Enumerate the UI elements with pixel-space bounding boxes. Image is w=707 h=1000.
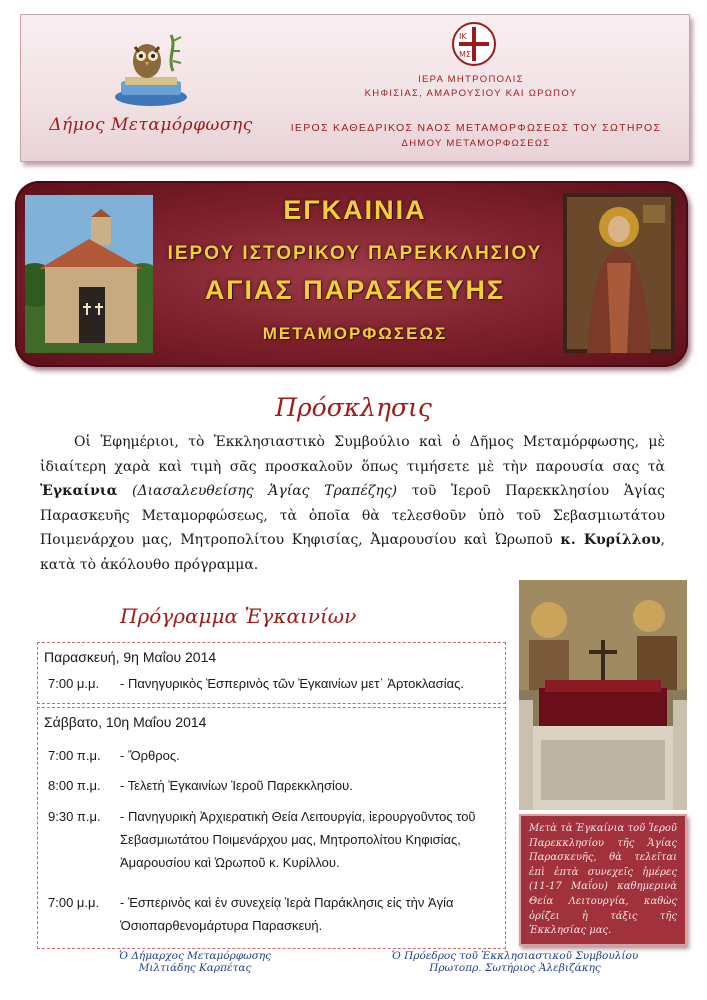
council-signature bbox=[365, 950, 665, 974]
cathedral-line-1: ΙΕΡΟΣ ΚΑΘΕΔΡΙΚΟΣ ΝΑΟΣ ΜΕΤΑΜΟΡΦΩΣΕΩΣ ΤΟΥ ΣΩΤΗΡΟΣ bbox=[290, 122, 662, 134]
cathedral-line-2: ΔΗΜΟΥ ΜΕΤΑΜΟΡΦΩΣΕΩΣ bbox=[401, 138, 551, 149]
schedule-row: 9:30 π.μ. - Πανηγυρικὴ Ἀρχιερατικὴ Θεία Λειτουργία, ἱερουργοῦντος τοῦ Σεβασμιωτάτου Ποιμενάρχου μας, Μητροπολίτου Κηφισίας, Ἀμαρουσίου καὶ Ὠρωποῦ κ. Κυρίλλου. bbox=[48, 809, 476, 870]
owl-logo-icon bbox=[107, 27, 195, 111]
day-1-date: Παρασκευή, 9η Μαΐου 2014 bbox=[44, 649, 217, 665]
banner-line-4: ΜΕΤΑΜΟΡΦΩΣΕΩΣ bbox=[262, 324, 448, 343]
schedule-row: 7:00 μ.μ. - Πανηγυρικὸς Ἑσπερινὸς τῶν Ἐγκαινίων μετ᾽ Ἀρτοκλασίας. bbox=[48, 676, 464, 691]
emblem-letters-top: ΙΚ bbox=[459, 32, 467, 41]
emblem-letters-bottom: ΜΣ bbox=[459, 50, 471, 59]
mayor-name: Μιλτιάδης Καρπέτας bbox=[138, 962, 252, 974]
program-day-1 bbox=[37, 642, 506, 704]
council-name: Πρωτοπρ. Σωτήριος Ἀλεβιζάκης bbox=[429, 962, 601, 974]
cross-emblem-icon bbox=[451, 21, 497, 67]
title-banner bbox=[15, 181, 688, 367]
council-title: Ὁ Πρόεδρος τοῦ Ἐκκλησιαστικοῦ Συμβουλίου bbox=[391, 950, 639, 962]
day-2-date: Σάββατο, 10η Μαΐου 2014 bbox=[44, 714, 207, 730]
banner-line-3: ΑΓΙΑΣ ΠΑΡΑΣΚΕΥΗΣ bbox=[204, 275, 506, 305]
schedule-row: 7:00 π.μ. - Ὄρθρος. bbox=[48, 748, 180, 763]
program-day-2 bbox=[37, 707, 506, 949]
saint-icon-image bbox=[563, 193, 675, 353]
schedule-row: 8:00 π.μ. - Τελετὴ Ἐγκαινίων Ἱεροῦ Παρεκκλησίου. bbox=[48, 778, 353, 793]
invitation-text: Οἱ Ἐφημέριοι, τὸ Ἐκκλησιαστικὸ Συμβούλιο καὶ ὁ Δῆμος Μεταμόρφωσης, μὲ ἰδιαίτερη χαρὰ καὶ τιμὴ σᾶς προσκαλοῦν ὅπως τιμήσετε μὲ τὴν παρουσία σας τὰ Ἐγκαίνια (Διασαλευθείσης Ἁγίας Τραπέζης) τοῦ Ἱεροῦ Παρεκκλησίου Ἁγίας Παρασκευῆς Μεταμορφώσεως, τὰ ὁποῖα θὰ τελεσθοῦν ὑπὸ τοῦ Σεβασμιωτάτου Ποιμενάρχου μας, Μητροπολίτου Κηφισίας, Ἀμαρουσίου καὶ Ὠρωποῦ κ. Κυρίλλου, κατὰ τὸ ἀκόλουθο πρόγραμμα. bbox=[40, 434, 666, 573]
schedule-row: 7:00 μ.μ. - Ἑσπερινὸς καὶ ἐν συνεχείᾳ Ἱερὰ Παράκλησις εἰς τὴν Ἁγία Ὁσιοπαρθενομάρτυρα Παρασκευή. bbox=[48, 895, 454, 933]
municipality-name: Δήμος Μεταμόρφωσης bbox=[49, 115, 253, 135]
banner-line-1: ΕΓΚΑΙΝΙΑ bbox=[283, 195, 427, 225]
chapel-photo-image bbox=[25, 195, 153, 353]
metropolis-line-2: ΚΗΦΙΣΙΑΣ, ΑΜΑΡΟΥΣΙΟΥ ΚΑΙ ΩΡΩΠΟΥ bbox=[364, 88, 578, 99]
invitation-title: Πρόσκλησις bbox=[275, 393, 432, 422]
note-text: Μετὰ τὰ Ἐγκαίνια τοῦ Ἱεροῦ Παρεκκλησίου τῆς Ἁγίας Παρασκευῆς, θὰ τελεῖται ἐπὶ ἑπτὰ συνεχεῖς ἡμέρες (11-17 Μαΐου) καθημερινὰ Θεία Λειτουργία, καθὼς ὁρίζει ἡ τάξις τῆς Ἐκκλησίας μας. bbox=[529, 823, 677, 937]
note-box bbox=[519, 814, 687, 946]
mayor-title: Ὁ Δήμαρχος Μεταμόρφωσης bbox=[118, 950, 272, 962]
metropolis-line-1: ΙΕΡΑ ΜΗΤΡΟΠΟΛΙΣ bbox=[418, 74, 524, 85]
altar-photo-image bbox=[519, 580, 687, 810]
header-panel bbox=[20, 14, 690, 162]
program-title: Πρόγραμμα Ἐγκαινίων bbox=[120, 604, 357, 628]
banner-line-2: ΙΕΡΟΥ ΙΣΤΟΡΙΚΟΥ ΠΑΡΕΚΚΛΗΣΙΟΥ bbox=[167, 243, 543, 264]
mayor-signature bbox=[80, 950, 310, 974]
